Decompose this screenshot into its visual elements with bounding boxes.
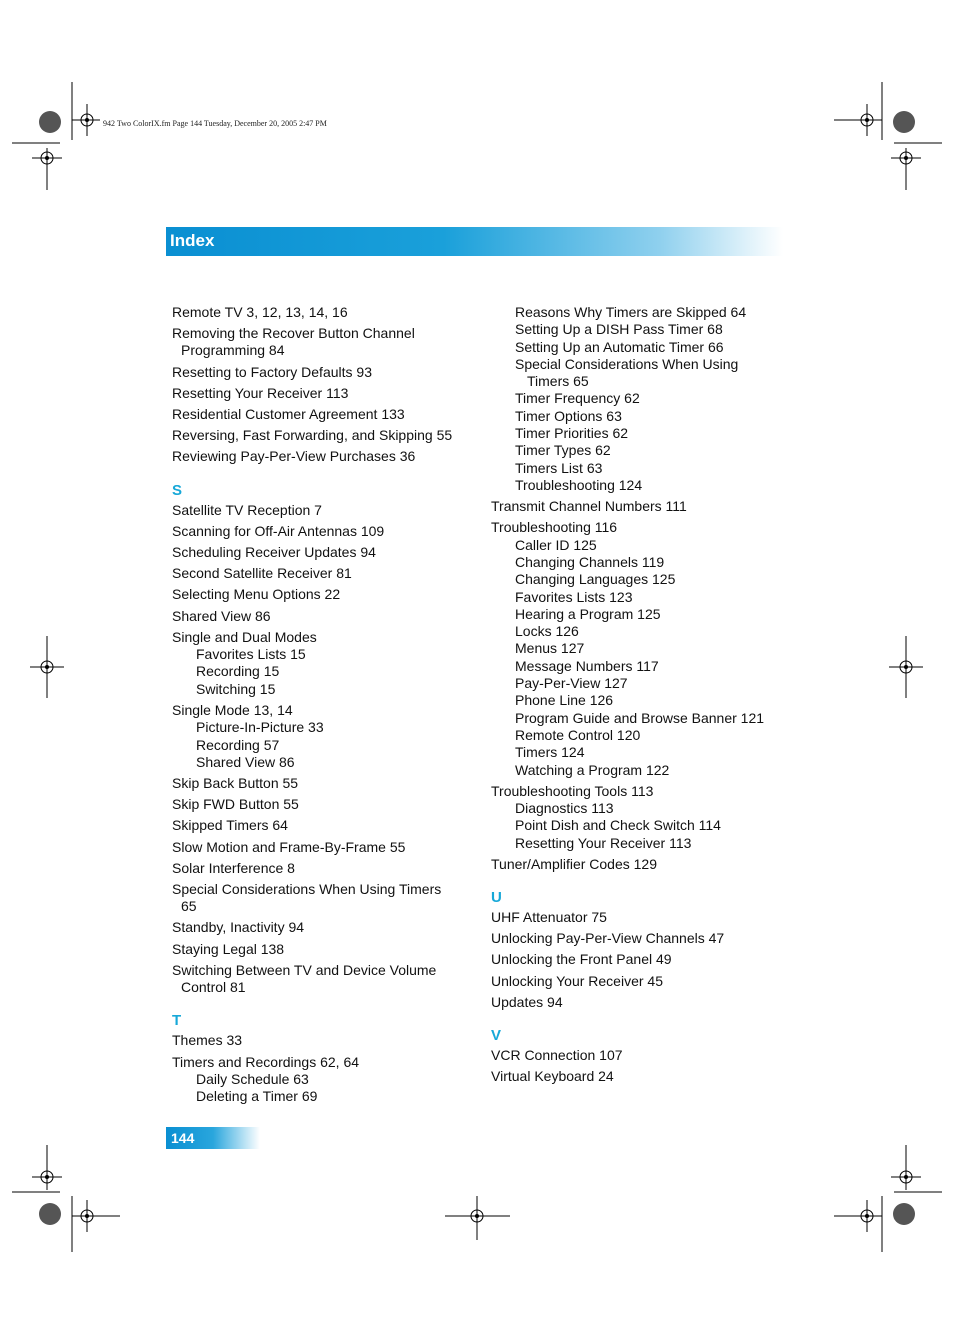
- section-letter-s: S: [172, 481, 183, 499]
- index-entry: Single Mode 13, 14: [172, 701, 293, 718]
- index-entry: Updates 94: [491, 993, 563, 1010]
- registration-disc-icon: [893, 111, 915, 133]
- index-entry: Satellite TV Reception 7: [172, 501, 322, 518]
- index-subentry: Recording 15: [196, 663, 280, 680]
- index-entry: Residential Customer Agreement 133: [172, 406, 405, 423]
- index-entry: Resetting Your Receiver 113: [172, 384, 349, 401]
- registration-disc-icon: [893, 1203, 915, 1225]
- index-subentry: Setting Up an Automatic Timer 66: [515, 338, 724, 355]
- index-entry: Scheduling Receiver Updates 94: [172, 544, 376, 561]
- index-subentry: Favorites Lists 123: [515, 588, 633, 605]
- index-entry: Scanning for Off-Air Antennas 109: [172, 522, 385, 539]
- index-subentry: Hearing a Program 125: [515, 605, 661, 622]
- index-entry: Single and Dual Modes: [172, 628, 317, 645]
- registration-disc-icon: [39, 111, 61, 133]
- index-entry: VCR Connection 107: [491, 1047, 623, 1064]
- index-subentry: Message Numbers 117: [515, 657, 659, 674]
- index-entry: Removing the Recover Button Channel Programming 84: [172, 325, 415, 359]
- index-subentry: Favorites Lists 15: [196, 646, 306, 663]
- index-subentry: Timer Types 62: [515, 442, 611, 459]
- section-letter-t: T: [172, 1012, 182, 1030]
- index-subentry: Resetting Your Receiver 113: [515, 834, 692, 851]
- index-subentry: Phone Line 126: [515, 692, 614, 709]
- section-letter-v: V: [491, 1027, 502, 1045]
- index-entry: UHF Attenuator 75: [491, 909, 607, 926]
- index-entry: Solar Interference 8: [172, 859, 295, 876]
- index-entry: Troubleshooting Tools 113: [491, 782, 654, 799]
- index-subentry: Watching a Program 122: [515, 761, 670, 778]
- index-subentry: Timers 124: [515, 744, 585, 761]
- index-entry: Selecting Menu Options 22: [172, 586, 341, 603]
- index-entry: Troubleshooting 116: [491, 519, 618, 536]
- index-subentry: Diagnostics 113: [515, 799, 614, 816]
- index-subentry: Recording 57: [196, 736, 280, 753]
- index-subentry: Shared View 86: [196, 753, 295, 770]
- index-subentry: Troubleshooting 124: [515, 476, 643, 493]
- index-subentry: Reasons Why Timers are Skipped 64: [515, 304, 747, 320]
- index-subentry: Program Guide and Browse Banner 121: [515, 709, 765, 726]
- index-entry: Skipped Timers 64: [172, 817, 288, 834]
- index-subentry: Timer Frequency 62: [515, 390, 640, 407]
- index-entry: Virtual Keyboard 24: [491, 1068, 614, 1085]
- index-subentry: Switching 15: [196, 680, 276, 697]
- index-subentry: Caller ID 125: [515, 536, 597, 553]
- index-entry: Skip FWD Button 55: [172, 796, 299, 813]
- index-subentry: Changing Channels 119: [515, 553, 665, 570]
- index-entry: Shared View 86: [172, 607, 271, 624]
- index-entry: Unlocking Your Receiver 45: [491, 972, 663, 989]
- index-subentry: Special Considerations When Using Timers 65: [515, 355, 739, 390]
- index-subentry: Timers List 63: [515, 459, 603, 476]
- index-subentry: Setting Up a DISH Pass Timer 68: [515, 321, 723, 338]
- index-entry: Reversing, Fast Forwarding, and Skipping 55: [172, 427, 453, 444]
- index-subentry: Daily Schedule 63: [196, 1070, 309, 1087]
- index-entry: Tuner/Amplifier Codes 129: [491, 855, 658, 872]
- index-subentry: Remote Control 120: [515, 726, 641, 743]
- index-entry: Second Satellite Receiver 81: [172, 565, 352, 582]
- index-entry: Skip Back Button 55: [172, 775, 299, 791]
- registration-disc-icon: [39, 1203, 61, 1225]
- index-subentry: Picture-In-Picture 33: [196, 719, 324, 736]
- index-entry: Special Considerations When Using Timers 65: [172, 880, 442, 915]
- index-entry: Themes 33: [172, 1032, 243, 1049]
- index-entry: Standby, Inactivity 94: [172, 919, 305, 936]
- index-entry: Transmit Channel Numbers 111: [491, 498, 687, 515]
- index-entry: Reviewing Pay-Per-View Purchases 36: [172, 448, 416, 465]
- index-subentry: Changing Languages 125: [515, 571, 676, 588]
- index-entry: Staying Legal 138: [172, 940, 285, 957]
- index-entry: Unlocking Pay-Per-View Channels 47: [491, 930, 725, 947]
- index-entry: Timers and Recordings 62, 64: [172, 1053, 360, 1070]
- index-subentry: Timer Options 63: [515, 407, 622, 424]
- index-entry: Unlocking the Front Panel 49: [491, 951, 672, 968]
- index-entry: Resetting to Factory Defaults 93: [172, 363, 372, 380]
- index-subentry: Deleting a Timer 69: [196, 1088, 318, 1105]
- index-subentry: Menus 127: [515, 640, 585, 657]
- index-subentry: Locks 126: [515, 623, 579, 640]
- index-entry: Slow Motion and Frame-By-Frame 55: [172, 838, 406, 855]
- page-number: 144: [171, 1130, 195, 1146]
- print-slug: 942 Two ColorIX.fm Page 144 Tuesday, December 20, 2005 2:47 PM: [103, 119, 327, 128]
- index-subentry: Pay-Per-View 127: [515, 675, 628, 692]
- index-entry: Switching Between TV and Device Volume Control 81: [172, 961, 437, 996]
- page-title: Index: [170, 231, 215, 250]
- section-letter-u: U: [491, 889, 502, 907]
- index-subentry: Timer Priorities 62: [515, 425, 629, 442]
- index-entry: Remote TV 3, 12, 13, 14, 16: [172, 304, 348, 320]
- index-subentry: Point Dish and Check Switch 114: [515, 817, 721, 834]
